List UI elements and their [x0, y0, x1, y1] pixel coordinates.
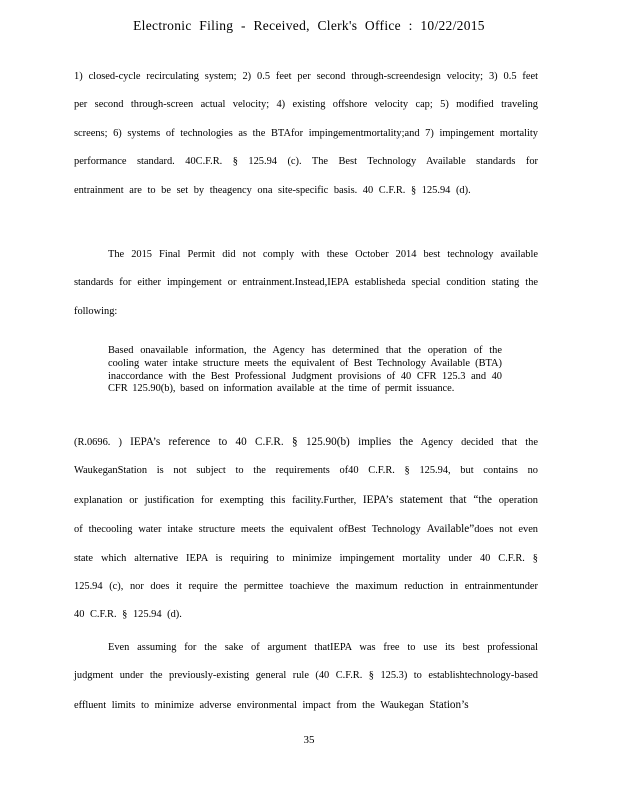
- paragraph-iepa-reference-text-1: Agency decided that the WaukeganStation is not subject to the requirements of40 C.F.R. § 125.94, but contains no explanation or justification for exempting this facility.Further,: [74, 437, 538, 506]
- paragraph-professional-judgment: [74, 634, 538, 720]
- filing-stamp-header: Electronic Filing - Received, Clerk's Office : 10/22/2015: [133, 18, 485, 33]
- paragraph-professional-judgment-emphasis: Station’s: [429, 698, 469, 711]
- paragraph-iepa-reference-text-3: does not even state which alternative IEPA is requiring to minimize impingement mortality under 40 C.F.R. § 125.94 (c), nor does it require the permittee toachieve the maximum reduction in entrainmentunder 40 C.F.R. § 125.94 (d).: [74, 524, 538, 621]
- paragraph-iepa-reference-text-2: operation of thecooling water intake structure meets the equivalent ofBest Technology: [74, 494, 538, 536]
- paragraph-final-permit-text: The 2015 Final Permit did not comply with these October 2014 best technology available standards for either impingement or entrainment.Instead,IEPA establisheda special condition stating the following:: [74, 249, 538, 317]
- page-number: 35: [303, 734, 315, 746]
- paragraph-final-permit: [74, 241, 538, 326]
- paragraph-professional-judgment-text: Even assuming for the sake of argument thatIEPA was free to use its best professional judgment under the previously-existing general rule (40 C.F.R. § 125.3) to establishtechnology-based effluent limits to minimize adverse environmental impact from the Waukegan: [74, 642, 538, 711]
- paragraph-iepa-reference: [74, 428, 538, 630]
- paragraph-iepa-reference-emphasis-1: IEPA’s reference to 40 C.F.R. § 125.90(b) implies the: [130, 436, 414, 448]
- paragraph-iepa-reference-emphasis-2: IEPA’s statement that “the: [362, 493, 493, 506]
- paragraph-bta-list: 1) closed-cycle recirculating system; 2) 0.5 feet per second through-screendesign velocity; 3) 0.5 feet per second through-screen actual velocity; 4) existing offshore velocity cap; 5) modified traveling screens; 6) systems of technologies as the BTAfor impingementmortality;and 7) impingement mortality performance standard. 40C.F.R. § 125.94 (c). The Best Technology Available standards for entrainment are to be set by theagency ona site-specific basis. 40 C.F.R. § 125.94 (d).: [74, 71, 538, 196]
- record-citation: (R.0696. ): [74, 437, 131, 448]
- block-quote-special-condition: Based onavailable information, the Agency has determined that the operation of the cooling water intake structure meets the equivalent of Best Technology Available (BTA) inaccordance with the Best Professional Judgment provisions of 40 CFR 125.3 and 40 CFR 125.90(b), based on information available at the time of permit issuance.: [108, 345, 502, 395]
- paragraph-iepa-reference-emphasis-3: Available”: [426, 523, 475, 536]
